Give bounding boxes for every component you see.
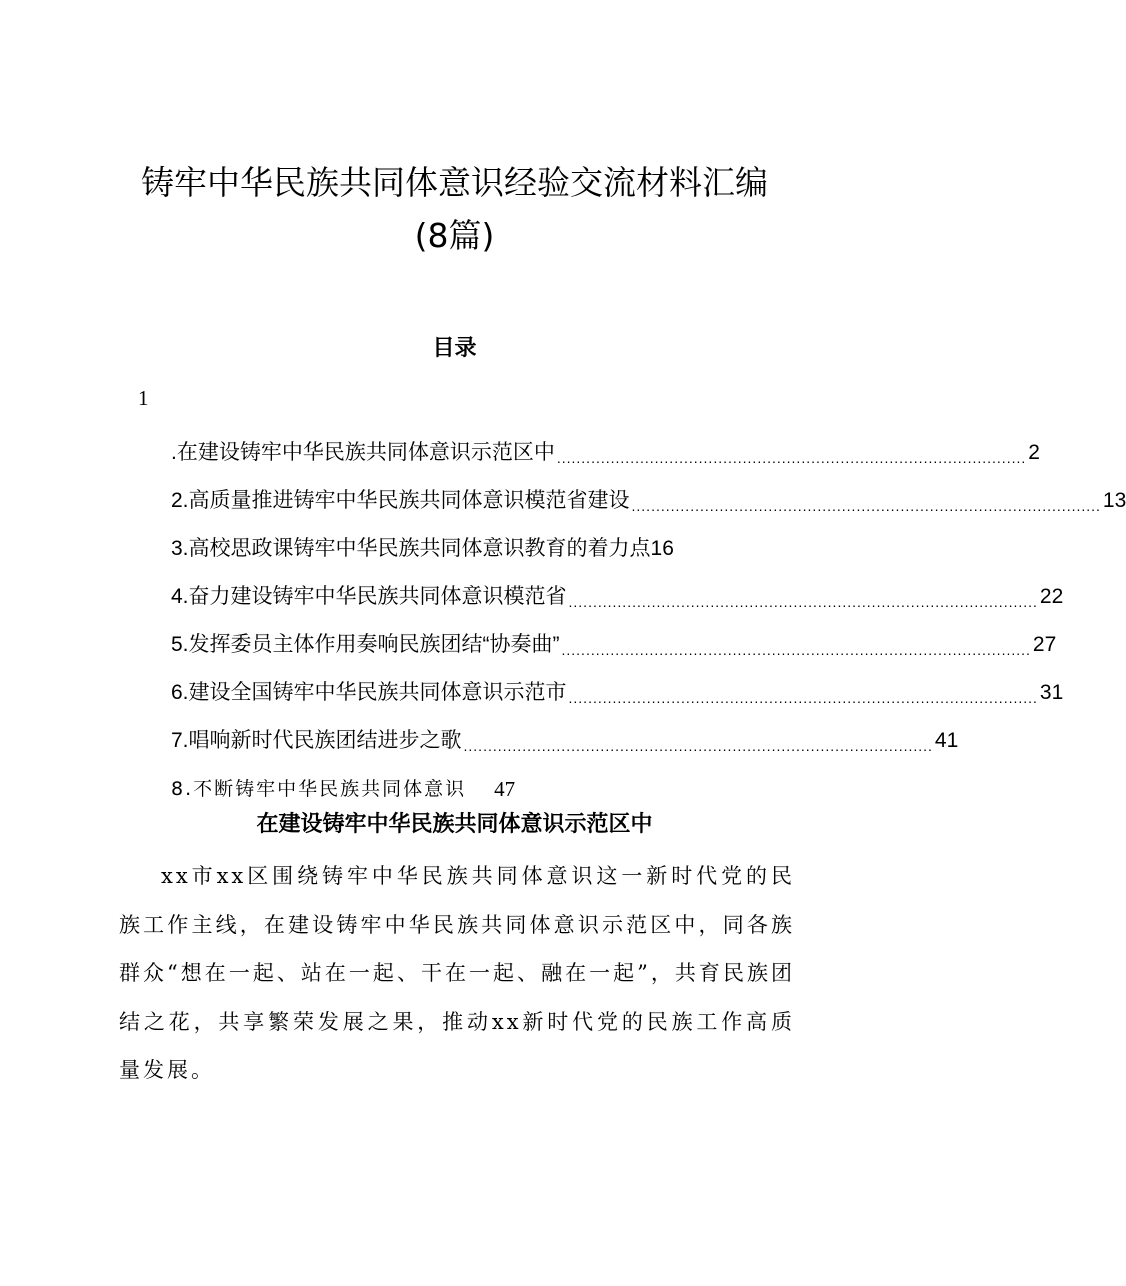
toc-item-page: 41 bbox=[934, 729, 959, 752]
toc-item-title: 8.不断铸牢中华民族共同体意识 bbox=[171, 778, 467, 800]
toc-heading: 目录 bbox=[432, 335, 477, 361]
toc-item[interactable] bbox=[171, 569, 1064, 617]
document-title-line2: (8篇) bbox=[414, 216, 495, 255]
toc-item-title: 6.建设全国铸牢中华民族共同体意识示范市 bbox=[171, 681, 567, 704]
toc-item-page: 22 bbox=[1039, 585, 1064, 608]
toc-item-page: 31 bbox=[1039, 681, 1064, 704]
toc-leading-number: 1 bbox=[138, 386, 149, 410]
toc-item[interactable] bbox=[171, 473, 1126, 521]
toc-leader-dots: ................................................................................................ bbox=[631, 498, 1101, 514]
toc-leader-dots: ................................................................................................ bbox=[568, 690, 1038, 706]
toc-item-title: 7.唱响新时代民族团结进步之歌 bbox=[171, 729, 462, 752]
toc-item[interactable] bbox=[171, 425, 1040, 473]
toc-item[interactable] bbox=[171, 761, 755, 809]
document-title-line1: 铸牢中华民族共同体意识经验交流材料汇编 bbox=[141, 163, 768, 202]
toc-item-page: 27 bbox=[1032, 633, 1057, 656]
toc-item[interactable] bbox=[171, 713, 959, 761]
toc-leader-dots: ................................................................................................ bbox=[556, 450, 1027, 466]
toc-leader-dots: ................................................................................................ bbox=[463, 738, 933, 754]
toc-item[interactable] bbox=[171, 617, 1057, 665]
body-paragraph: xx市xx区围绕铸牢中华民族共同体意识这一新时代党的民族工作主线，在建设铸牢中华民族共同体意识示范区中，同各族群众“想在一起、站在一起、干在一起、融在一起”，共育民族团结之花，共享繁荣发展之果，推动xx新时代党的民族工作高质量发展。 bbox=[119, 864, 795, 1082]
toc-item-title: 5.发挥委员主体作用奏响民族团结“协奏曲” bbox=[171, 633, 560, 656]
toc-leader-dots: ................................................................................................ bbox=[561, 642, 1031, 658]
toc-item[interactable] bbox=[171, 665, 1064, 713]
toc-item-page: 13 bbox=[1102, 489, 1126, 512]
section-title: 在建设铸牢中华民族共同体意识示范区中 bbox=[256, 811, 653, 837]
toc-leader-dots: ................................................................................................ bbox=[568, 594, 1038, 610]
toc-item-page: 16 bbox=[650, 537, 674, 560]
toc-item-title: 3.高校思政课铸牢中华民族共同体意识教育的着力点 bbox=[171, 537, 651, 560]
toc-item-title: 2.高质量推进铸牢中华民族共同体意识模范省建设 bbox=[171, 489, 630, 512]
table-of-contents bbox=[171, 425, 1126, 809]
toc-item-title: 4.奋力建设铸牢中华民族共同体意识模范省 bbox=[171, 585, 567, 608]
toc-item-title: .在建设铸牢中华民族共同体意识示范区中 bbox=[171, 441, 555, 464]
toc-item[interactable] bbox=[171, 521, 755, 569]
toc-item-page: 47 bbox=[494, 777, 516, 801]
toc-item-page: 2 bbox=[1028, 441, 1040, 464]
